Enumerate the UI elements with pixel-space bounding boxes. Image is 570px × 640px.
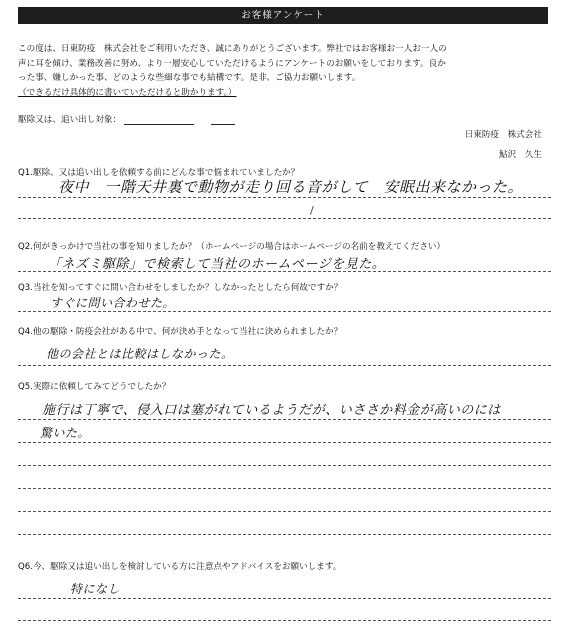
- answer-2: 「ネズミ駆除」で検索して当社のホームページを見た。: [48, 257, 386, 272]
- intro-line-2: 声に耳を傾け、業務改善に努め、より一層安心していただけるようにアンケートのお願いをしております。良か: [18, 58, 446, 69]
- answer-4: 他の会社とは比較はしなかった。: [46, 347, 234, 361]
- answer-line: [18, 465, 551, 466]
- question-4: Q4.他の駆除・防疫会社がある中で、何が決め手となって当社に決められましたか？: [18, 327, 343, 337]
- answer-line: [18, 218, 551, 219]
- question-3: Q3.当社を知ってすぐに問い合わせをしましたか？しなかったとしたら何故ですか？: [18, 283, 343, 293]
- answer-line: [18, 311, 551, 312]
- subject-label: 駆除又は、追い出し対象：: [18, 115, 122, 125]
- subject-blank-2: [211, 115, 235, 125]
- subject-blank: [124, 115, 194, 125]
- company-name: 日東防疫 株式会社: [464, 130, 542, 140]
- pen-mark: /: [310, 204, 314, 217]
- answer-line: [18, 419, 551, 420]
- question-1: Q1.駆除、又は追い出しを依頼する前にどんな事で悩まれていましたか？: [18, 168, 300, 178]
- intro-note: （できるだけ具体的に書いていただけると助かります。）: [18, 87, 237, 98]
- answer-line: [18, 365, 551, 366]
- answer-6: 特になし: [70, 582, 121, 596]
- intro-line-3: った事、嫌しかった事、どのような些細な事でも結構です。是非、ご協力お願いします。: [18, 73, 361, 83]
- signer-block: [465, 125, 542, 165]
- answer-1: 夜中 一階天井裏で動物が走り回る音がして 安眠出来なかった。: [58, 178, 524, 196]
- intro-line-1: この度は、日東防疫 株式会社をご利用いただき、誠にありがとうございます。弊社ではお客様お一人お一人の: [18, 44, 447, 54]
- answer-5-continued: 驚いた。: [40, 426, 91, 440]
- answer-5: 施行は丁寧で、侵入口は塞がれているようだが、いささか料金が高いのには: [42, 403, 501, 418]
- answer-line: [18, 620, 551, 621]
- answer-line: [18, 598, 551, 599]
- subject-row: [18, 113, 235, 125]
- answer-3: すぐに問い合わせた。: [50, 296, 176, 310]
- signer-name: 鮎沢 久生: [499, 150, 542, 160]
- answer-line: [18, 442, 551, 443]
- answer-line: [18, 488, 551, 489]
- question-5: Q5.実際に依頼してみてどうでしたか？: [18, 382, 171, 392]
- question-2: Q2.何がきっかけで当社の事を知りましたか？（ホームページの場合はホームページの名前を教えてください）: [18, 242, 446, 252]
- intro-text: [18, 42, 553, 100]
- answer-line: [18, 511, 551, 512]
- answer-line: [18, 271, 551, 272]
- question-6: Q6.今、駆除又は追い出しを検討している方に注意点やアドバイスをお願いします。: [18, 562, 342, 572]
- answer-line: [18, 197, 551, 198]
- answer-line: [18, 534, 551, 535]
- survey-title-banner: お客様アンケート: [18, 7, 548, 24]
